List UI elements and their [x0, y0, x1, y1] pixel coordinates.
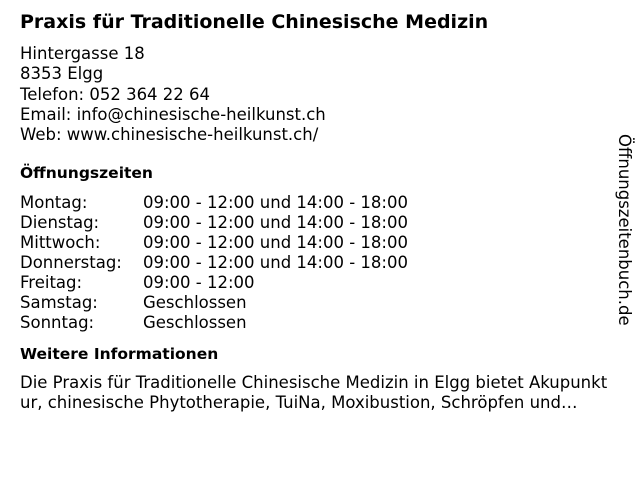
business-name: Praxis für Traditionelle Chinesische Medizin	[20, 11, 489, 33]
website-url: Web: www.chinesische-heilkunst.ch/	[20, 125, 319, 145]
postal-city: 8353 Elgg	[20, 64, 104, 84]
day-label: Dienstag:	[20, 213, 100, 233]
email-address: Email: info@chinesische-heilkunst.ch	[20, 104, 326, 124]
day-label: Montag:	[20, 193, 88, 213]
hours-row-tuesday	[20, 213, 616, 233]
day-label: Donnerstag:	[20, 253, 122, 273]
phone-number: Telefon: 052 364 22 64	[20, 84, 211, 104]
hours-value: Geschlossen	[143, 313, 247, 333]
hours-row-friday	[20, 273, 616, 293]
day-label: Freitag:	[20, 273, 83, 293]
hours-value: 09:00 - 12:00 und 14:00 - 18:00	[143, 253, 408, 273]
more-info-heading: Weitere Informationen	[20, 345, 219, 364]
day-label: Samstag:	[20, 293, 98, 313]
day-label: Mittwoch:	[20, 233, 101, 253]
business-card	[20, 10, 616, 413]
hours-value: 09:00 - 12:00 und 14:00 - 18:00	[143, 193, 408, 213]
hours-row-monday	[20, 193, 616, 213]
hours-value: Geschlossen	[143, 293, 247, 313]
hours-value: 09:00 - 12:00	[143, 273, 255, 293]
source-watermark: Öffnungszeitenbuch.de	[615, 134, 634, 326]
more-info-text: Die Praxis für Traditionelle Chinesische Medizin in Elgg bietet Akupunktur, chinesische Phytotherapie, TuiNa, Moxibustion, Schröpfen und…	[20, 373, 608, 413]
hours-row-sunday	[20, 313, 616, 333]
opening-hours-heading: Öffnungszeiten	[20, 164, 153, 183]
hours-row-thursday	[20, 253, 616, 273]
hours-row-wednesday	[20, 233, 616, 253]
hours-row-saturday	[20, 293, 616, 313]
hours-value: 09:00 - 12:00 und 14:00 - 18:00	[143, 213, 408, 233]
hours-value: 09:00 - 12:00 und 14:00 - 18:00	[143, 233, 408, 253]
day-label: Sonntag:	[20, 313, 95, 333]
opening-hours-table	[20, 193, 616, 333]
address-block	[20, 44, 616, 145]
street-address: Hintergasse 18	[20, 44, 145, 63]
